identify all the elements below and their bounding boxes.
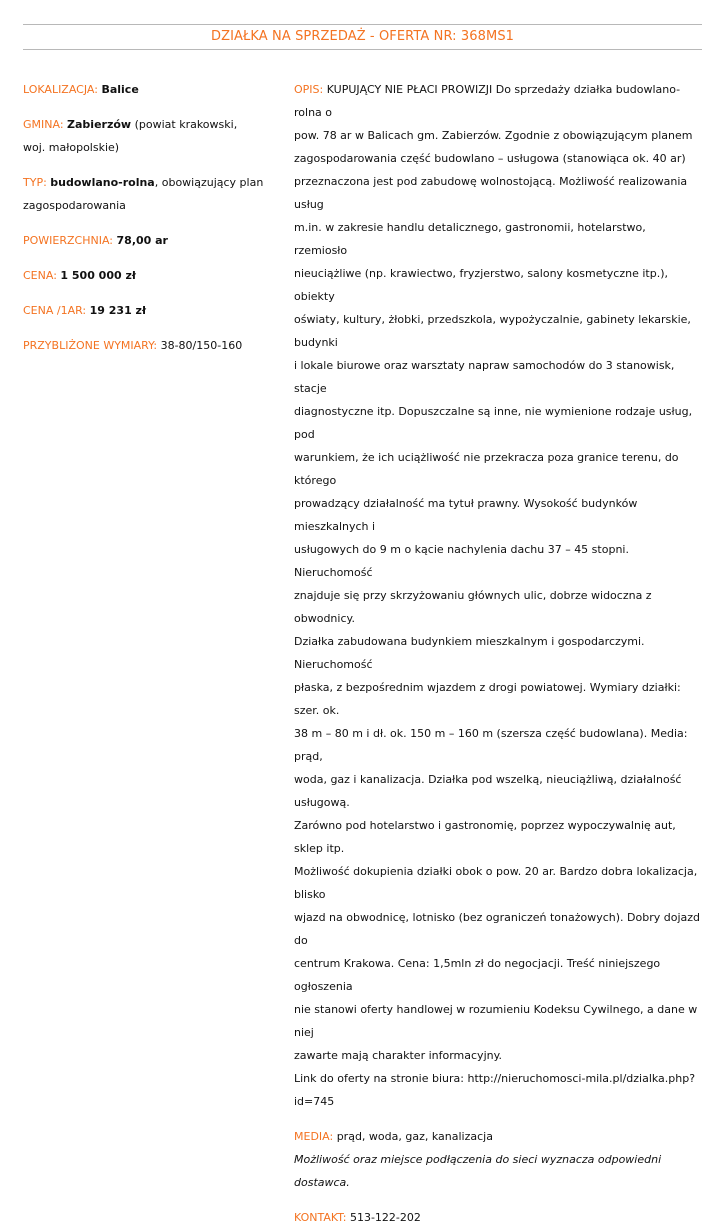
offer-link-line: Link do oferty na stronie biura: http://nieruchomosci-mila.pl/dzialka.php?id=745 <box>294 1072 696 1108</box>
description-line: diagnostyczne itp. Dopuszczalne są inne, nie wymienione rodzaje usług, pod <box>294 405 693 441</box>
offer-title-bar <box>23 24 702 50</box>
description-line: usługowych do 9 m o kącie nachylenia dachu 37 – 45 stopni. Nieruchomość <box>294 543 629 579</box>
media-label: MEDIA: <box>294 1130 334 1143</box>
description-line: zawarte mają charakter informacyjny. <box>294 1049 503 1062</box>
area-label: POWIERZCHNIA: <box>23 234 114 247</box>
description-line: oświaty, kultury, żłobki, przedszkola, wypożyczalnie, gabinety lekarskie, budynki <box>294 313 691 349</box>
description-block <box>294 78 702 1113</box>
contact-label: KONTAKT: <box>294 1211 347 1224</box>
type-label: TYP: <box>23 176 47 189</box>
type-row <box>23 171 268 217</box>
description-line: centrum Krakowa. Cena: 1,5mln zł do negocjacji. Treść niniejszego ogłoszenia <box>294 957 661 993</box>
description-line: 38 m – 80 m i dł. ok. 150 m – 160 m (szersza część budowlana). Media: prąd, <box>294 727 688 763</box>
media-value: prąd, woda, gaz, kanalizacja <box>336 1130 493 1143</box>
description-line: pow. 78 ar w Balicach gm. Zabierzów. Zgodnie z obowiązującym planem <box>294 129 693 142</box>
description-line: zagospodarowania część budowlano – usługowa (stanowiąca ok. 40 ar) <box>294 152 686 165</box>
description-line: prowadzący działalność ma tytuł prawny. Wysokość budynków mieszkalnych i <box>294 497 638 533</box>
description-line: nieuciążliwe (np. krawiectwo, fryzjerstwo, salony kosmetyczne itp.), obiekty <box>294 267 668 303</box>
type-plan-note-cont: zagospodarowania <box>23 199 126 212</box>
media-note: Możliwość oraz miejsce podłączenia do sieci wyznacza odpowiedni dostawca. <box>294 1153 662 1189</box>
commune-voivodeship: woj. małopolskie) <box>23 141 120 154</box>
dimensions-value: 38-80/150-160 <box>160 339 243 352</box>
type-value: budowlano-rolna <box>50 176 155 189</box>
price-per-are-value: 19 231 zł <box>89 304 147 317</box>
offer-details <box>294 78 702 1229</box>
description-line: znajduje się przy skrzyżowaniu głównych ulic, dobrze widoczna z obwodnicy. <box>294 589 652 625</box>
price-value: 1 500 000 zł <box>60 269 136 282</box>
contact-phone: 513-122-202 <box>349 1211 421 1224</box>
price-row <box>23 264 268 287</box>
media-block <box>294 1125 702 1194</box>
price-per-are-row <box>23 299 268 322</box>
commune-label: GMINA: <box>23 118 64 131</box>
dimensions-label: PRZYBLIŻONE WYMIARY: <box>23 339 158 352</box>
description-line: i lokale biurowe oraz warsztaty napraw samochodów do 3 stanowisk, stacje <box>294 359 675 395</box>
description-line: przeznaczona jest pod zabudowę wolnostojącą. Możliwość realizowania usług <box>294 175 688 211</box>
description-line: KUPUJĄCY NIE PŁACI PROWIZJI Do sprzedaży działka budowlano- rolna o <box>294 83 681 119</box>
commune-row <box>23 113 268 159</box>
commune-district: (powiat krakowski, <box>134 118 238 131</box>
description-line: Możliwość dokupienia działki obok o pow. 20 ar. Bardzo dobra lokalizacja, blisko <box>294 865 698 901</box>
description-line: Działka zabudowana budynkiem mieszkalnym i gospodarczymi. Nieruchomość <box>294 635 645 671</box>
price-per-are-label: CENA /1AR: <box>23 304 87 317</box>
description-line: woda, gaz i kanalizacja. Działka pod wszelką, nieuciążliwą, działalność usługową. <box>294 773 682 809</box>
commune-value: Zabierzów <box>67 118 132 131</box>
description-label: OPIS: <box>294 83 324 96</box>
offer-title: DZIAŁKA NA SPRZEDAŻ - OFERTA NR: 368MS1 <box>210 29 515 44</box>
location-label: LOKALIZACJA: <box>23 83 98 96</box>
dimensions-row <box>23 334 268 357</box>
area-value: 78,00 ar <box>116 234 168 247</box>
area-row <box>23 229 268 252</box>
price-label: CENA: <box>23 269 57 282</box>
contact-block <box>294 1206 702 1229</box>
location-row <box>23 78 268 101</box>
type-plan-note: , obowiązujący plan <box>154 176 264 189</box>
description-line: wjazd na obwodnicę, lotnisko (bez ograniczeń tonażowych). Dobry dojazd do <box>294 911 700 947</box>
location-value: Balice <box>101 83 139 96</box>
offer-summary <box>23 78 268 369</box>
description-line: Zarówno pod hotelarstwo i gastronomię, poprzez wypoczywalnię aut, sklep itp. <box>294 819 676 855</box>
description-line: m.in. w zakresie handlu detalicznego, gastronomii, hotelarstwo, rzemiosło <box>294 221 646 257</box>
description-line: nie stanowi oferty handlowej w rozumieniu Kodeksu Cywilnego, a dane w niej <box>294 1003 698 1039</box>
description-line: płaska, z bezpośrednim wjazdem z drogi powiatowej. Wymiary działki: szer. ok. <box>294 681 681 717</box>
description-line: warunkiem, że ich uciążliwość nie przekracza poza granice terenu, do którego <box>294 451 679 487</box>
